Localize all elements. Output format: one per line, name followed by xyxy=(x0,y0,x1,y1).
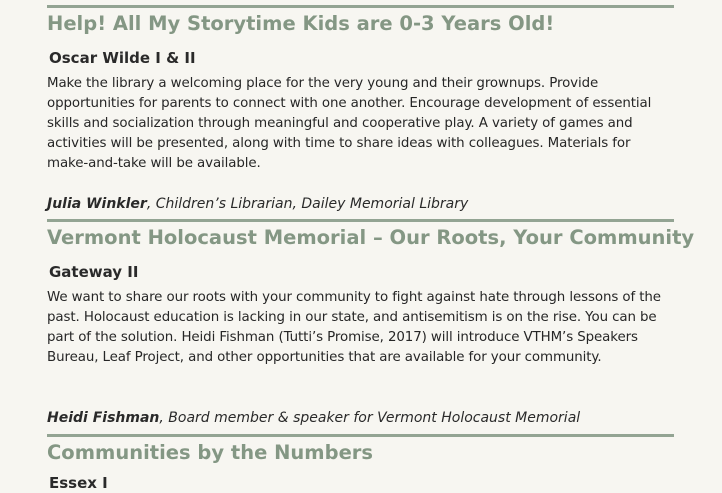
session-description: We want to share our roots with your community to fight against hate through lessons of the past. Holocaust education is lacking in our state, and antisemitism is on the rise. You can be part of the solution. Heidi Fishman (Tutti’s Promise, 2017) will introduce VTHM’s Speakers Bureau, Leaf Project, and other opportunities that are available for your community. xyxy=(47,290,661,365)
section-divider xyxy=(47,434,674,437)
session-presenter xyxy=(47,194,468,214)
session-title: Vermont Holocaust Memorial – Our Roots, Your Community xyxy=(47,226,695,249)
section-divider xyxy=(47,219,674,222)
session-presenter xyxy=(47,408,580,428)
presenter-name: Julia Winkler xyxy=(47,196,147,212)
presenter-role: , Children’s Librarian, Dailey Memorial Library xyxy=(146,196,469,212)
session-room: Essex I xyxy=(49,474,108,492)
session-title: Help! All My Storytime Kids are 0-3 Years Old! xyxy=(47,12,555,35)
session-room: Oscar Wilde I & II xyxy=(49,49,196,67)
presenter-role: , Board member & speaker for Vermont Holocaust Memorial xyxy=(159,410,581,426)
session-description: Make the library a welcoming place for the very young and their grownups. Provide opportunities for parents to connect with one another. Encourage development of essential skills and socialization through meaningful and cooperative play. A variety of games and activities will be presented, along with time to share ideas with colleagues. Materials for make-and-take will be available. xyxy=(47,76,652,171)
session-room: Gateway II xyxy=(49,263,139,281)
session-title: Communities by the Numbers xyxy=(47,441,374,464)
section-divider xyxy=(47,5,674,8)
presenter-name: Heidi Fishman xyxy=(47,410,160,426)
